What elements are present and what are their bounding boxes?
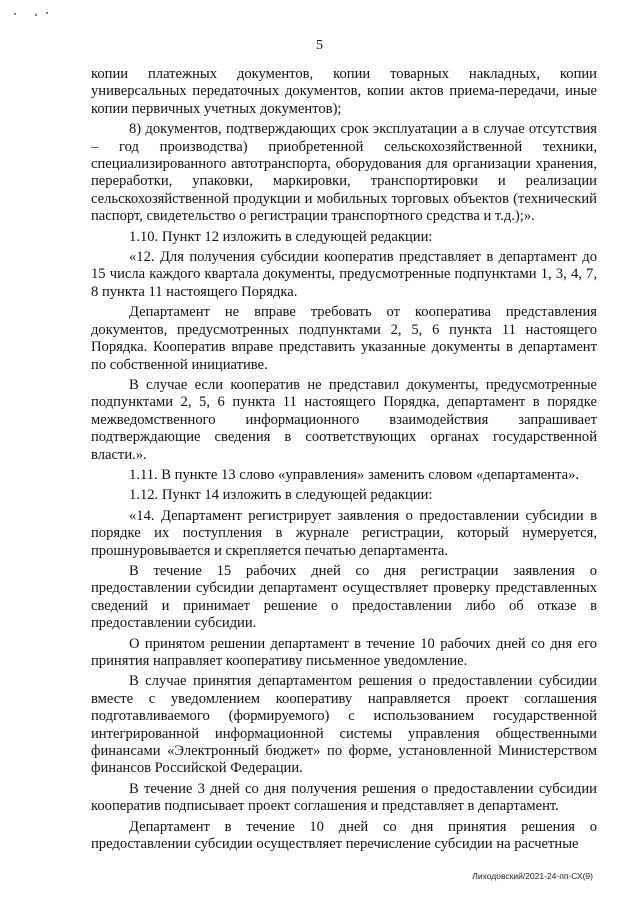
footer-document-code: Лиходовский/2021-24-пп-СХ(9) xyxy=(472,871,593,881)
speck xyxy=(14,13,16,15)
scan-specks xyxy=(14,10,54,18)
page-number: 5 xyxy=(316,38,323,53)
paragraph: Департамент не вправе требовать от кооператива представления документов, предусмотренных подпунктами 2, 5, 6 пункта 11 настоящего Порядка. Кооператив вправе представить указанные документы в департамент по собственной инициативе. xyxy=(91,304,597,373)
paragraph: копии платежных документов, копии товарных накладных, копии универсальных передаточных документов, копии актов приема-передачи, иные копии первичных учетных документов); xyxy=(91,66,597,117)
paragraph: 1.10. Пункт 12 изложить в следующей редакции: xyxy=(129,228,433,245)
paragraph: В течение 3 дней со дня получения решения о предоставлении субсидии кооператив подписывает проект соглашения и представляет в департамент. xyxy=(91,780,597,815)
paragraph: «14. Департамент регистрирует заявления о предоставлении субсидии в порядке их поступления в журнале регистрации, который нумеруется, прошнуровывается и скрепляется печатью департамента. xyxy=(91,507,597,559)
speck xyxy=(35,14,37,16)
speck xyxy=(46,12,48,14)
paragraph: В течение 15 рабочих дней со дня регистрации заявления о предоставлении субсидии департамент осуществляет проверку представленных сведений и принимает решение о предоставлении либо об отказе в предоставлении субсидии. xyxy=(91,562,597,632)
paragraph: «12. Для получения субсидии кооператив представляет в департамент до 15 числа каждого квартала документы, предусмотренные подпунктами 1, 3, 4, 7, 8 пункта 11 настоящего Порядка. xyxy=(91,249,597,300)
document-body xyxy=(91,66,597,853)
paragraph: 1.11. В пункте 13 слово «управления» заменить словом «департамента». xyxy=(129,466,580,483)
paragraph: В случае если кооператив не представил документы, предусмотренные подпунктами 2, 5, 6 пункта 11 настоящего Порядка, департамент в порядке межведомственного информационного взаимодействия запрашивает подтверждающие сведения в соответствующих органах государственной власти.». xyxy=(91,376,597,463)
paragraph: В случае принятия департаментом решения о предоставлении субсидии вместе с уведомлением кооперативу направляется проект соглашения подготавливаемого (формируемого) с использованием государственной интегрированной информационной системы управления общественными финансами «Электронный бюджет» по форме, установленной Министерством финансов Российской Федерации. xyxy=(91,673,597,777)
paragraph: 8) документов, подтверждающих срок эксплуатации а в случае отсутствия – год производства) приобретенной сельскохозяйственной техники, специализированного автотранспорта, оборудования для организации хранения, переработки, упаковки, маркировки, транспортировки и реализации сельскохозяйственной продукции и мобильных торговых объектов (технический паспорт, свидетельство о регистрации транспортного средства и т.д.);». xyxy=(91,121,597,225)
paragraph: О принятом решении департамент в течение 10 рабочих дней со дня его принятия направляет кооперативу письменное уведомление. xyxy=(91,635,597,669)
paragraph: 1.12. Пункт 14 изложить в следующей редакции: xyxy=(129,487,433,504)
paragraph: Департамент в течение 10 дней со дня принятия решения о предоставлении субсидии осуществляет перечисление субсидии на расчетные xyxy=(91,818,597,853)
